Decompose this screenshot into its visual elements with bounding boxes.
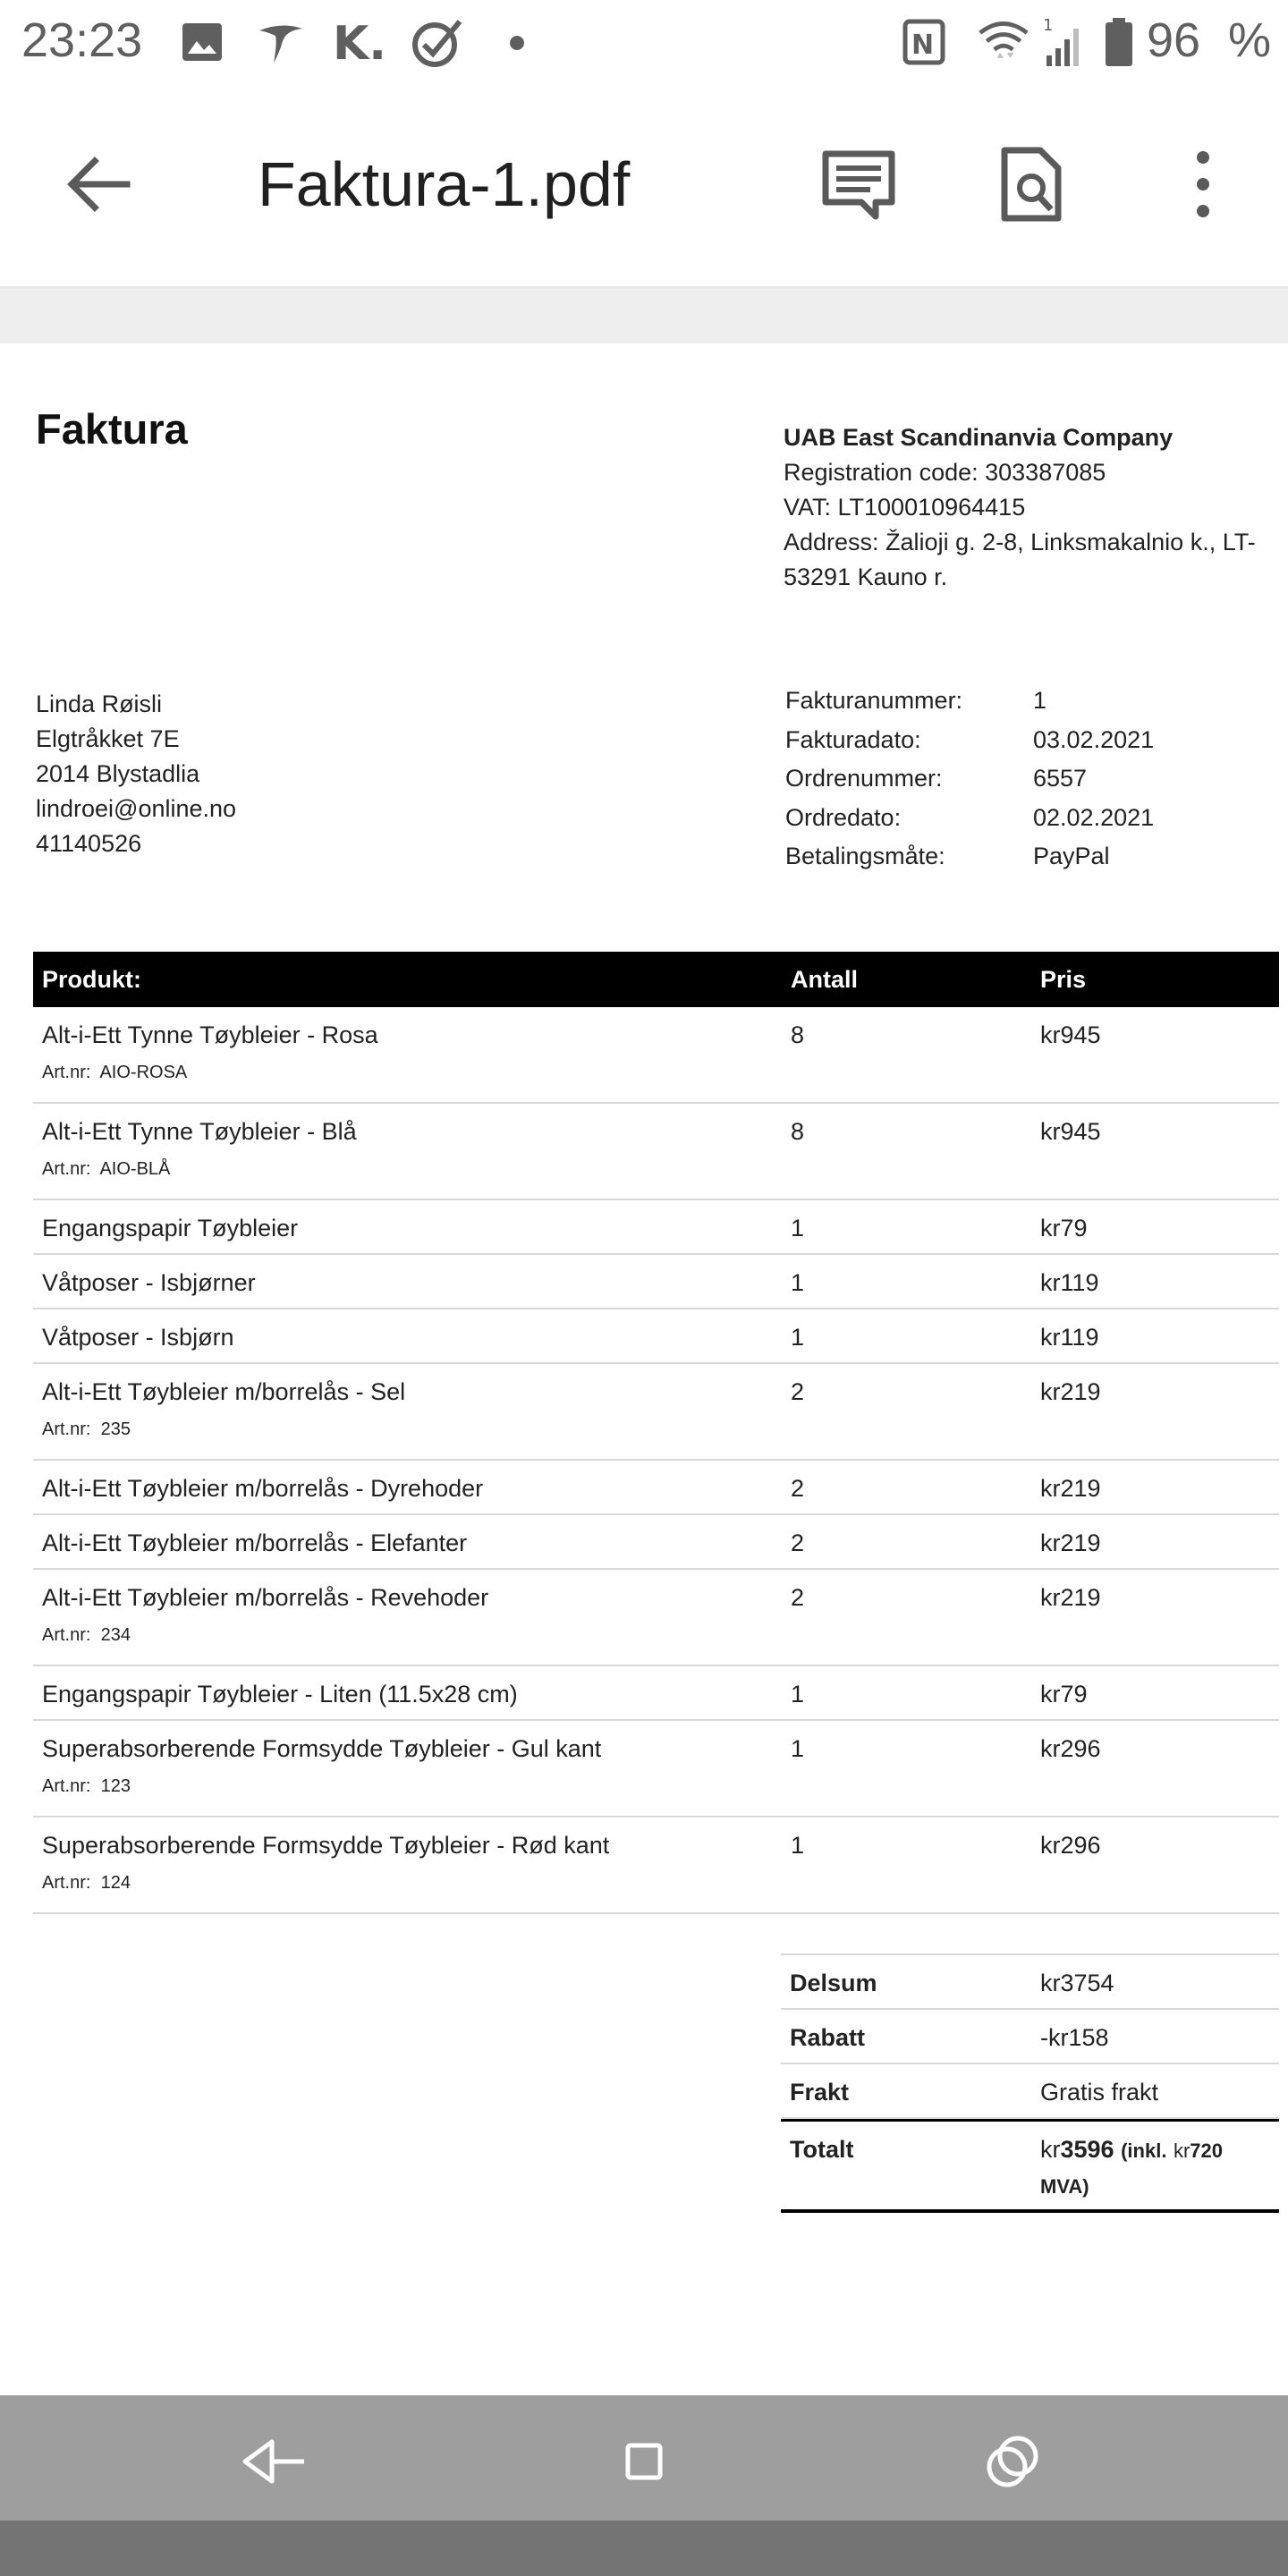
table-row (33, 1461, 1279, 1515)
table-row (33, 1309, 1279, 1364)
sku-label: Art.nr: (42, 1873, 91, 1893)
page-gap (0, 288, 1288, 343)
sku-label: Art.nr: (42, 1419, 91, 1439)
table-row (33, 1721, 1279, 1818)
meta-value: 6557 (1033, 765, 1088, 792)
item-sku (42, 1776, 131, 1797)
meta-label: Ordrenummer: (785, 765, 943, 792)
item-price: kr119 (1040, 1269, 1099, 1296)
meta-row (785, 804, 1268, 843)
item-name: Alt-i-Ett Tøybleier m/borrelås - Dyrehoder (42, 1475, 484, 1502)
klarna-icon (333, 16, 386, 68)
item-price: kr79 (1040, 1681, 1088, 1707)
item-price: kr945 (1040, 1118, 1101, 1145)
meta-label: Betalingsmåte: (785, 843, 945, 869)
tax-currency: kr (1173, 2140, 1191, 2162)
discount-value: -kr158 (1040, 2024, 1109, 2051)
shipping-label: Frakt (790, 2079, 850, 2106)
table-row (33, 1666, 1279, 1721)
item-qty: 1 (791, 1215, 805, 1241)
comment-icon (820, 148, 897, 220)
nfc-icon (902, 16, 946, 68)
meta-value: 1 (1033, 687, 1047, 714)
item-price: kr945 (1040, 1021, 1101, 1048)
comment-button[interactable] (814, 140, 903, 229)
item-qty: 1 (791, 1735, 805, 1762)
meta-row (785, 687, 1268, 726)
sku-label: Art.nr: (42, 1776, 91, 1796)
check-badge-icon (410, 16, 465, 68)
sku-label: Art.nr: (42, 1159, 91, 1179)
item-name: Engangspapir Tøybleier - Liten (11.5x28 cm) (42, 1681, 518, 1707)
item-name: Alt-i-Ett Tynne Tøybleier - Blå (42, 1118, 357, 1145)
subtotal-value: kr3754 (1040, 1970, 1114, 1996)
back-arrow-icon[interactable] (63, 148, 134, 220)
navigation-bar (0, 2395, 1288, 2521)
more-options-button[interactable] (1158, 140, 1248, 229)
svg-text:1: 1 (1043, 16, 1054, 35)
item-qty: 1 (791, 1681, 805, 1707)
sku-label: Art.nr: (42, 1063, 91, 1082)
customer-name: Linda Røisli (36, 691, 163, 717)
item-qty: 8 (791, 1118, 805, 1145)
nav-home-icon[interactable] (608, 2426, 680, 2497)
sku-label: Art.nr: (42, 1625, 91, 1645)
sku-value: 235 (100, 1419, 131, 1439)
nav-bar-bottom (0, 2521, 1288, 2576)
item-qty: 1 (791, 1324, 805, 1351)
header-product: Produkt: (42, 966, 141, 993)
item-name: Alt-i-Ett Tøybleier m/borrelås - Elefanter (42, 1530, 468, 1556)
item-qty: 8 (791, 1021, 805, 1048)
meta-value: 03.02.2021 (1033, 725, 1155, 753)
discount-label: Rabatt (790, 2024, 866, 2051)
item-price: kr219 (1040, 1530, 1101, 1556)
table-row (33, 1570, 1279, 1666)
company-address-line2: 53291 Kauno r. (784, 564, 948, 590)
item-price: kr296 (1040, 1832, 1101, 1859)
item-sku (42, 1063, 187, 1083)
item-name: Engangspapir Tøybleier (42, 1215, 299, 1241)
tax-close: MVA) (1040, 2175, 1089, 2198)
item-name: Alt-i-Ett Tøybleier m/borrelås - Sel (42, 1378, 406, 1405)
customer-street: Elgtråkket 7E (36, 725, 180, 752)
meta-value: 02.02.2021 (1033, 803, 1155, 831)
customer-phone: 41140526 (36, 830, 142, 857)
more-vert-icon (1190, 148, 1216, 220)
item-price: kr219 (1040, 1378, 1101, 1405)
item-price: kr296 (1040, 1735, 1101, 1762)
table-row (33, 1818, 1279, 1914)
item-sku (42, 1419, 131, 1440)
item-qty: 1 (791, 1832, 805, 1859)
item-qty: 1 (791, 1269, 805, 1296)
item-name: Alt-i-Ett Tynne Tøybleier - Rosa (42, 1021, 378, 1048)
item-sku (42, 1159, 170, 1180)
shipping-row (781, 2064, 1279, 2119)
meta-label: Fakturanummer: (785, 687, 963, 714)
battery-level: 96 (1147, 13, 1201, 67)
invoice-meta (785, 687, 1268, 882)
item-name: Superabsorberende Formsydde Tøybleier - Gul kant (42, 1735, 602, 1762)
tax-open: (inkl. (1121, 2140, 1167, 2162)
item-qty: 2 (791, 1378, 805, 1405)
customer-info (36, 687, 236, 861)
table-header (33, 952, 1279, 1007)
status-bar (0, 0, 1288, 86)
meta-label: Ordredato: (785, 803, 902, 831)
header-qty: Antall (791, 966, 859, 993)
sku-value: 234 (100, 1625, 131, 1645)
meta-row (785, 765, 1268, 804)
battery-icon (1104, 16, 1134, 68)
company-name: UAB East Scandinanvia Company (784, 424, 1174, 451)
subtotal-label: Delsum (790, 1970, 877, 1996)
total-currency: kr (1040, 2136, 1061, 2163)
svg-text:K.: K. (333, 17, 386, 68)
items-table (33, 952, 1279, 1914)
table-row (33, 1255, 1279, 1309)
item-price: kr79 (1040, 1215, 1088, 1241)
company-vat: VAT: LT100010964415 (784, 494, 1026, 521)
invoice-title: Faktura (36, 405, 188, 453)
total-label: Totalt (790, 2136, 854, 2163)
sku-value: 124 (100, 1873, 131, 1893)
customer-email: lindroei@online.no (36, 795, 237, 822)
meta-label: Fakturadato: (785, 725, 921, 753)
item-name: Alt-i-Ett Tøybleier m/borrelås - Revehoder (42, 1584, 489, 1611)
sku-value: AIO-ROSA (99, 1063, 188, 1082)
totals-table (781, 1953, 1279, 2213)
item-price: kr219 (1040, 1584, 1101, 1611)
dot-icon (508, 16, 526, 68)
table-row (33, 1364, 1279, 1461)
wifi-icon (975, 16, 1032, 68)
shipping-value: Gratis frakt (1040, 2079, 1159, 2106)
total-amount: 3596 (1060, 2136, 1114, 2163)
nav-recents-icon[interactable] (977, 2426, 1048, 2497)
total-value (1040, 2132, 1273, 2204)
signal-icon (1043, 16, 1086, 68)
company-info (784, 420, 1267, 595)
subtotal-row (781, 1955, 1279, 2010)
sku-value: 123 (100, 1776, 131, 1796)
item-name: Superabsorberende Formsydde Tøybleier - Rød kant (42, 1832, 610, 1859)
table-row (33, 1200, 1279, 1255)
item-price: kr119 (1040, 1324, 1099, 1351)
document-title: Faktura-1.pdf (258, 149, 631, 219)
meta-row (785, 843, 1268, 882)
app-bar (0, 86, 1288, 288)
table-row (33, 1104, 1279, 1200)
total-row (781, 2119, 1279, 2213)
find-in-page-button[interactable] (987, 140, 1076, 229)
item-sku (42, 1625, 131, 1646)
item-name: Våtposer - Isbjørner (42, 1269, 256, 1296)
meta-value: PayPal (1033, 843, 1110, 869)
status-time: 23:23 (21, 13, 143, 67)
item-name: Våtposer - Isbjørn (42, 1324, 234, 1351)
nav-back-icon[interactable] (238, 2426, 309, 2497)
item-qty: 2 (791, 1584, 805, 1611)
item-qty: 2 (791, 1530, 805, 1556)
table-row (33, 1007, 1279, 1104)
table-row (33, 1515, 1279, 1570)
company-registration: Registration code: 303387085 (784, 459, 1106, 486)
battery-unit: % (1228, 13, 1272, 67)
meta-row (785, 726, 1268, 766)
sku-value: AIO-BLÅ (99, 1159, 171, 1179)
svg-text:N: N (911, 30, 935, 61)
item-sku (42, 1873, 131, 1894)
tax-amount: 720 (1190, 2140, 1223, 2162)
customer-city: 2014 Blystadlia (36, 760, 200, 787)
swoosh-icon (256, 16, 306, 68)
discount-row (781, 2010, 1279, 2064)
find-in-page-icon (999, 147, 1063, 222)
pdf-page (0, 343, 1288, 2395)
header-price: Pris (1040, 966, 1087, 993)
item-qty: 2 (791, 1475, 805, 1502)
image-icon (181, 16, 224, 68)
item-price: kr219 (1040, 1475, 1101, 1502)
company-address-line1: Address: Žalioji g. 2-8, Linksmakalnio k., LT- (784, 529, 1256, 555)
